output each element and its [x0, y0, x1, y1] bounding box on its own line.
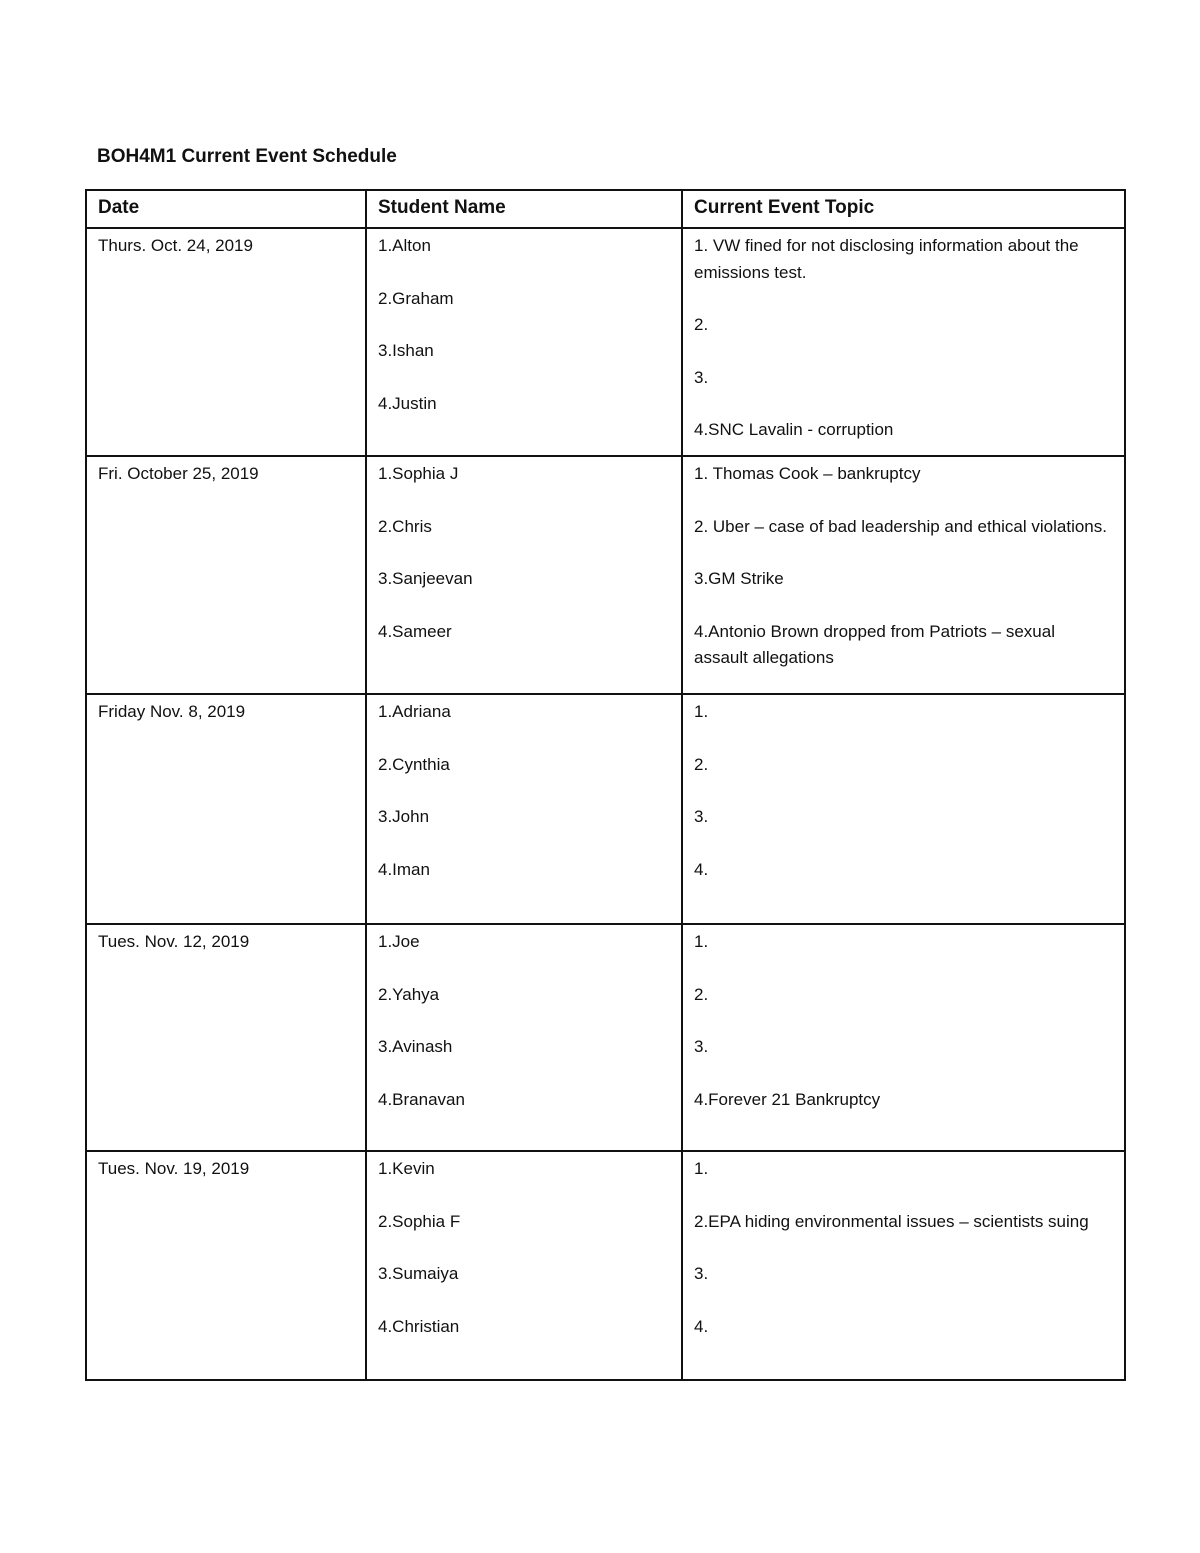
student-cell [366, 924, 682, 1151]
topic-text: 4.SNC Lavalin - corruption [694, 420, 894, 439]
topic-text: 2. [694, 754, 709, 774]
topic-text: 3. [694, 807, 709, 826]
student-name: 1.Joe [378, 932, 420, 951]
topic-text: 3. [694, 367, 709, 387]
student-name: 2.Chris [378, 516, 432, 536]
student-name: 3.John [378, 807, 430, 826]
topic-text: 2. Uber – case of bad leadership and ethical violations. [694, 516, 1107, 536]
student-name: 1.Adriana [378, 702, 451, 721]
student-name: 3.Ishan [378, 341, 434, 360]
topic-text: 4.Antonio Brown dropped from Patriots – sexual assault allegations [694, 621, 1055, 667]
student-name: 4.Branavan [378, 1089, 465, 1109]
schedule-table [85, 189, 1126, 1381]
student-name: 1.Alton [378, 236, 431, 255]
student-name: 1.Kevin [378, 1159, 435, 1178]
student-cell [366, 456, 682, 694]
topic-cell [682, 694, 1125, 924]
table-row [86, 456, 1125, 694]
topic-text: 2. [694, 984, 709, 1004]
topic-text: 1. [694, 932, 709, 951]
date-cell [86, 924, 366, 1151]
topic-text: 2. [694, 315, 709, 334]
topic-text: 2.EPA hiding environmental issues – scientists suing [694, 1211, 1089, 1231]
student-cell [366, 228, 682, 456]
topic-cell [682, 228, 1125, 456]
topic-text: 3.GM Strike [694, 569, 784, 588]
student-name: 3.Sanjeevan [378, 569, 473, 588]
header-row [86, 190, 1125, 228]
student-name: 2.Sophia F [378, 1211, 461, 1231]
date-cell [86, 1151, 366, 1380]
student-name: 2.Graham [378, 288, 454, 308]
topic-cell [682, 456, 1125, 694]
topic-text: 4.Forever 21 Bankruptcy [694, 1089, 881, 1109]
date-text: Tues. Nov. 19, 2019 [98, 1159, 250, 1178]
topic-text: 1. VW fined for not disclosing information about the emissions test. [694, 236, 1079, 282]
student-cell [366, 694, 682, 924]
date-cell [86, 228, 366, 456]
student-name: 4.Justin [378, 393, 437, 413]
student-name: 2.Yahya [378, 984, 440, 1004]
topic-text: 1. Thomas Cook – bankruptcy [694, 464, 921, 483]
header-student-name: Student Name [366, 190, 682, 228]
student-name: 1.Sophia J [378, 464, 459, 483]
student-cell [366, 1151, 682, 1380]
table-row [86, 228, 1125, 456]
date-cell [86, 694, 366, 924]
topic-text: 1. [694, 1159, 709, 1178]
student-name: 3.Avinash [378, 1037, 453, 1056]
topic-text: 4. [694, 859, 709, 879]
date-text: Fri. October 25, 2019 [98, 464, 259, 483]
student-name: 3.Sumaiya [378, 1264, 459, 1283]
header-date: Date [86, 190, 366, 228]
table-row [86, 924, 1125, 1151]
student-name: 4.Sameer [378, 621, 452, 641]
topic-cell [682, 924, 1125, 1151]
date-text: Tues. Nov. 12, 2019 [98, 932, 250, 951]
student-name: 2.Cynthia [378, 754, 450, 774]
topic-cell [682, 1151, 1125, 1380]
date-cell [86, 456, 366, 694]
student-name: 4.Christian [378, 1316, 460, 1336]
topic-text: 3. [694, 1037, 709, 1056]
table-row [86, 694, 1125, 924]
topic-text: 4. [694, 1316, 709, 1336]
topic-text: 3. [694, 1264, 709, 1283]
date-text: Friday Nov. 8, 2019 [98, 702, 246, 721]
student-name: 4.Iman [378, 859, 430, 879]
topic-text: 1. [694, 702, 709, 721]
date-text: Thurs. Oct. 24, 2019 [98, 236, 253, 255]
header-current-event-topic: Current Event Topic [682, 190, 1125, 228]
table-row [86, 1151, 1125, 1380]
document-title: BOH4M1 Current Event Schedule [97, 146, 397, 167]
